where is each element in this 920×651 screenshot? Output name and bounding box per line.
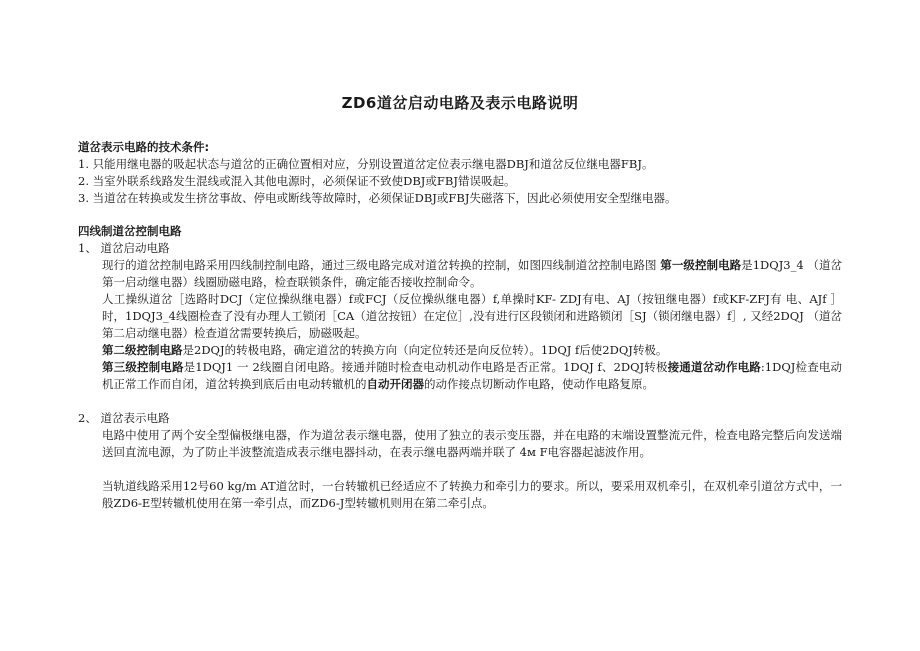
document-title: ZD6道岔启动电路及表示电路说明 [341,94,579,112]
section-heading: 道岔表示电路的技术条件: [78,140,210,154]
technical-conditions-section [78,139,842,207]
list-item: 1. 只能用继电器的吸起状态与道岔的正确位置相对应，分别设置道岔定位表示继电器DBJ和道岔反位继电器FBJ。 [78,157,654,171]
bold-term: 接通道岔动作电路 [667,360,761,374]
section-heading: 四线制道岔控制电路 [78,224,182,238]
paragraph: 电路中使用了两个安全型偏极继电器，作为道岔表示继电器，使用了独立的表示变压器，并在电路的末端设置整流元件，检查电路完整后向发送端送回直流电源，为了防止半波整流造成表示继电器抖动，在表示继电器两端并联了 4м F电容器起滤波作用。 [102,428,842,459]
paragraph: 第三级控制电路是1DQJ1 一 2线圈自闭电路。接通并随时检查电动机动作电路是否正常。1DQJ f、2DQJ转极接通道岔动作电路:1DQJ检查电动机正常工作而自闭，道岔转换到底后由电动转辙机的自动开闭器的动作接点切断动作电路，使动作电路复原。 [102,360,843,391]
four-wire-control-section [78,223,842,512]
paragraph: 人工操纵道岔［选路时DCJ（定位操纵继电器）f或FCJ（反位操纵继电器）f,单操时KF- ZDJ有电、AJ（按钮继电器）f或KF-ZFJ有 电、AJf ］时，1DQJ3_4线圈检查了没有办理人工锁闭［CA（道岔按钮）在定位］,没有进行区段锁闭和进路锁闭［SJ（锁闭继电器）f］, 又经2DQJ （道岔第二启动继电器）检查道岔需要转换后，励磁吸起。 [102,292,842,340]
subsection-heading: 1、 道岔启动电路 [78,241,170,255]
paragraph: 当轨道线路采用12号60 kg/m AT道岔时，一台转辙机已经适应不了转换力和牵引力的要求。所以，要采用双机牵引，在双机牵引道岔方式中，一般ZD6-E型转辙机使用在第一牵引点，而ZD6-J型转辙机则用在第二牵引点。 [102,479,842,510]
bold-term: 自动开闭器 [366,377,424,391]
paragraph: 现行的道岔控制电路采用四线制控制电路，通过三级电路完成对道岔转换的控制，如图四线制道岔控制电路图 第一级控制电路是1DQJ3_4 （道岔第一启动继电器）线圈励磁电路，检查联锁条件，确定能否接收控制命令。 [102,258,843,289]
bold-term: 第二级控制电路 [102,343,183,357]
list-item: 2. 当室外联系线路发生混线或混入其他电源时，必须保证不致使DBJ或FBJ错误吸起。 [78,174,516,188]
list-item: 3. 当道岔在转换或发生挤岔事故、停电或断线等故障时，必须保证DBJ或FBJ失磁落下，因此必须使用安全型继电器。 [78,191,677,205]
paragraph: 第二级控制电路是2DQJ的转极电路，确定道岔的转换方向（向定位转还是向反位转）。1DQJ f后使2DQJ转极。 [102,343,668,357]
bold-term: 第一级控制电路 [660,258,742,272]
subsection-heading: 2、 道岔表示电路 [78,411,170,425]
bold-term: 第三级控制电路 [102,360,184,374]
